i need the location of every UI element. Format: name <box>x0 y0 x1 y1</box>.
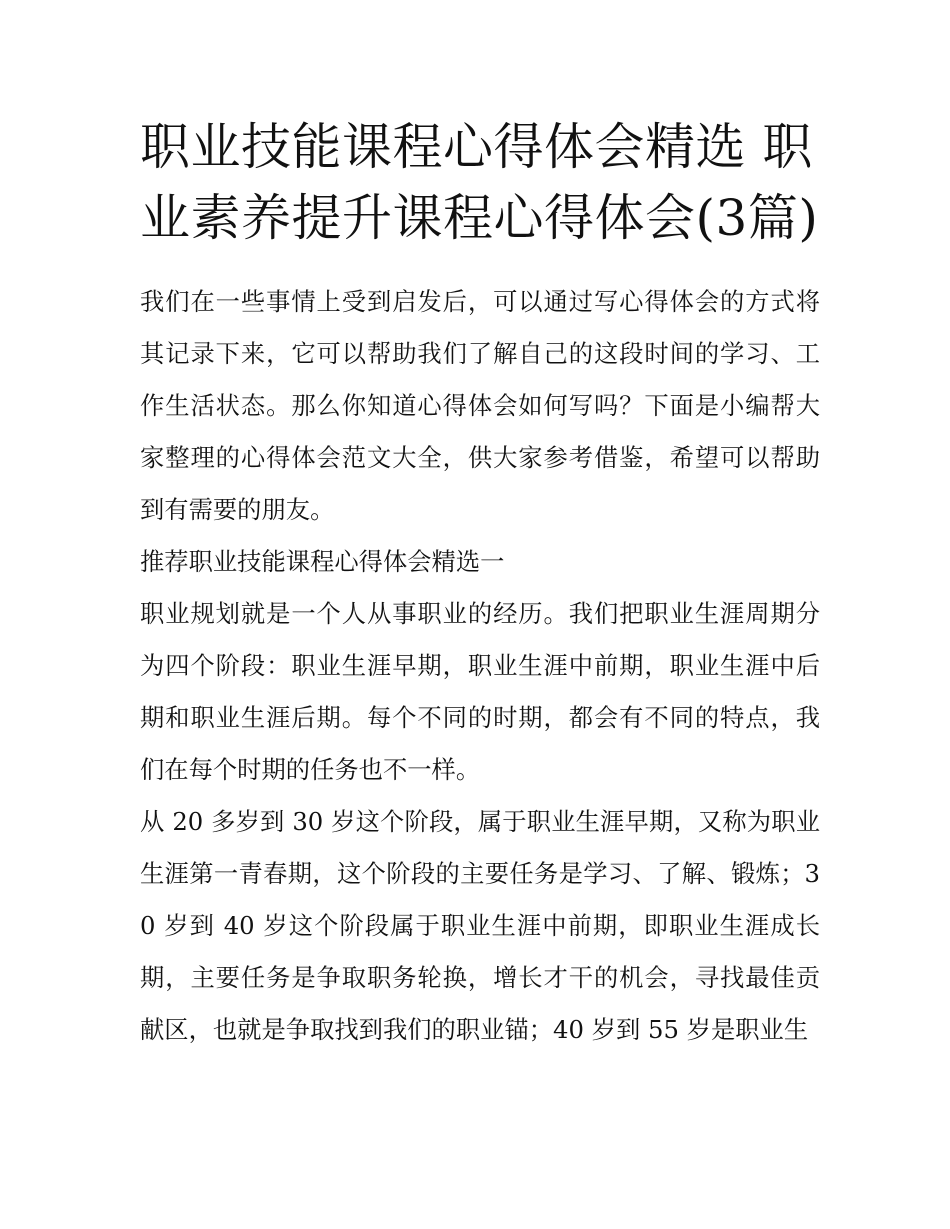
section-heading: 推荐职业技能课程心得体会精选一 <box>140 547 505 576</box>
intro-paragraph: 我们在一些事情上受到启发后，可以通过写心得体会的方式将其记录下来，它可以帮助我们了解自己的这段时间的学习、工作生活状态。那么你知道心得体会如何写吗？下面是小编帮大家整理的心得体会范文大全，供大家参考借鉴，希望可以帮助到有需要的朋友。 <box>140 287 820 524</box>
body-paragraph-1: 职业规划就是一个人从事职业的经历。我们把职业生涯周期分为四个阶段：职业生涯早期，职业生涯中前期，职业生涯中后期和职业生涯后期。每个不同的时期，都会有不同的特点，我们在每个时期的任务也不一样。 <box>140 599 820 784</box>
body-paragraph-2: 从 20 多岁到 30 岁这个阶段，属于职业生涯早期，又称为职业生涯第一青春期，这个阶段的主要任务是学习、了解、锻炼；30 岁到 40 岁这个阶段属于职业生涯中前期，即职业生涯成长期，主要任务是争取职务轮换，增长才干的机会，寻找最佳贡献区，也就是争取找到我们的职业锚；40 岁到 55 岁是职业生 <box>140 807 820 1044</box>
document-title: 职业技能课程心得体会精选 职业素养提升课程心得体会(3篇) <box>140 118 819 247</box>
document-body <box>140 112 820 1056</box>
